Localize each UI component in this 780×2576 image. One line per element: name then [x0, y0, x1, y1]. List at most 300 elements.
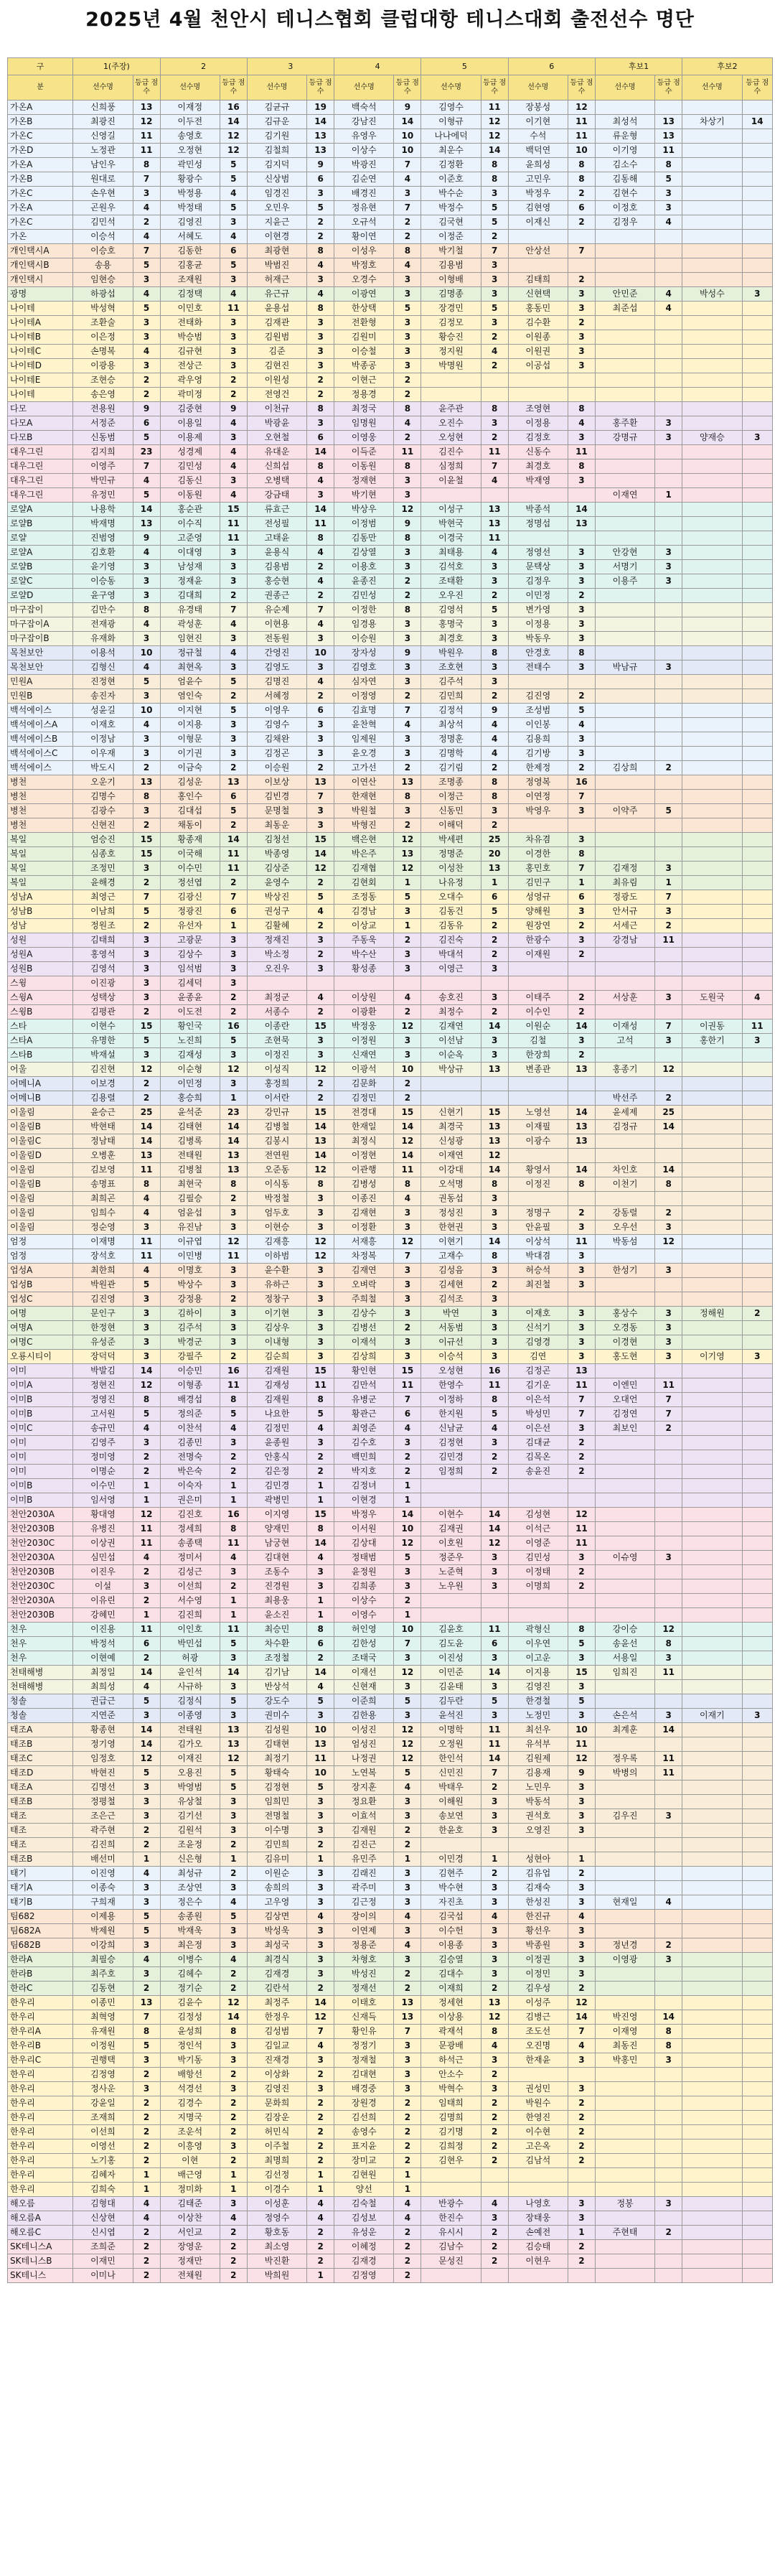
table-row [8, 1091, 773, 1106]
grade-score-cell: 2 [307, 948, 334, 962]
player-name-cell: 김진현 [73, 1063, 133, 1077]
grade-score-cell: 3 [307, 1321, 334, 1335]
player-name-cell: 고민우 [508, 172, 568, 187]
grade-score-cell: 5 [133, 2039, 160, 2053]
player-name-cell [595, 2096, 654, 2111]
grade-score-cell [742, 1924, 772, 1938]
player-name-cell: 이상화 [247, 2068, 306, 2082]
player-name-cell: 사규하 [160, 1680, 220, 1694]
table-row [8, 632, 773, 646]
player-name-cell [595, 689, 654, 704]
player-name-cell: 최혁영 [73, 2010, 133, 2025]
grade-score-cell: 2 [307, 230, 334, 244]
grade-score-cell: 3 [568, 359, 596, 373]
grade-score-cell: 10 [394, 1522, 421, 1536]
player-name-cell: 이형종 [160, 1378, 220, 1393]
player-name-cell: 오정현 [160, 144, 220, 158]
grade-score-cell: 3 [568, 1881, 596, 1895]
player-name-cell: 조영현 [508, 402, 568, 416]
player-name-cell [682, 302, 742, 316]
player-name-cell: 박종원 [508, 1938, 568, 1953]
player-name-cell: 김선희 [334, 2111, 394, 2125]
grade-score-cell: 3 [133, 747, 160, 761]
player-name-cell: 홍승현 [247, 574, 306, 589]
player-name-cell: 이인봉 [508, 718, 568, 732]
grade-score-cell [742, 933, 772, 948]
grade-score-cell: 3 [655, 905, 682, 919]
player-name-cell: 김봉시 [247, 1134, 306, 1149]
club-name-cell: 복일 [8, 833, 73, 847]
grade-score-cell [742, 1493, 772, 1508]
player-name-cell [595, 704, 654, 718]
player-name-cell: 전명숙 [160, 1450, 220, 1465]
player-name-cell: 이정태 [508, 1565, 568, 1579]
club-name-cell: 태조B [8, 1852, 73, 1867]
grade-score-cell: 7 [568, 1393, 596, 1407]
grade-score-cell: 13 [481, 517, 508, 531]
grade-score-cell [568, 962, 596, 976]
grade-score-cell: 3 [481, 416, 508, 431]
player-name-cell [421, 1091, 481, 1106]
grade-score-cell: 4 [481, 732, 508, 747]
grade-score-cell: 3 [133, 1895, 160, 1910]
player-name-cell [682, 1838, 742, 1852]
grade-score-cell: 4 [133, 345, 160, 359]
player-name-cell: 김명진 [247, 675, 306, 689]
grade-score-cell [742, 2183, 772, 2197]
grade-score-cell [742, 1522, 772, 1536]
player-name-cell: 박대석 [421, 948, 481, 962]
player-name-cell: 박남규 [595, 661, 654, 675]
player-name-cell: 김진수 [421, 445, 481, 459]
grade-score-cell: 3 [133, 1881, 160, 1895]
player-name-cell: 임현승 [73, 273, 133, 287]
grade-score-cell: 1 [307, 2183, 334, 2197]
player-name-cell [508, 258, 568, 273]
player-name-cell: 김영경 [508, 1335, 568, 1350]
grade-score-cell: 2 [655, 919, 682, 933]
grade-score-cell: 3 [220, 1680, 247, 1694]
grade-score-cell [655, 1694, 682, 1709]
player-name-cell: 정영복 [508, 775, 568, 790]
player-name-cell: 문성진 [421, 2254, 481, 2269]
grade-score-cell: 2 [394, 1824, 421, 1838]
player-name-cell: 이상교 [334, 919, 394, 933]
player-name-cell: 나나에덕 [421, 129, 481, 144]
grade-score-cell: 2 [481, 1867, 508, 1881]
player-name-cell: 강동렬 [595, 1206, 654, 1221]
grade-score-cell: 3 [568, 345, 596, 359]
player-name-cell: 오경동 [595, 1321, 654, 1335]
grade-score-cell: 3 [394, 1264, 421, 1278]
table-row [8, 991, 773, 1005]
player-name-cell: 김정곤 [508, 1364, 568, 1378]
player-name-cell: 이원종 [508, 330, 568, 345]
club-name-cell: 다모B [8, 431, 73, 445]
grade-score-cell: 2 [220, 373, 247, 388]
player-name-cell: 성현아 [508, 1852, 568, 1867]
player-name-cell: 김재성 [247, 1378, 306, 1393]
player-name-cell: 이대영 [160, 546, 220, 560]
club-name-cell: 이미 [8, 1465, 73, 1479]
grade-score-cell [655, 359, 682, 373]
grade-score-cell: 11 [133, 1536, 160, 1551]
player-name-cell: 장지훈 [334, 1781, 394, 1795]
player-name-cell: 이재신 [508, 215, 568, 230]
player-name-cell: 김성운 [160, 775, 220, 790]
grade-score-cell [568, 1594, 596, 1608]
header-score: 등급 점수 [655, 75, 682, 101]
grade-score-cell: 7 [307, 2025, 334, 2039]
club-name-cell: 이미A [8, 1378, 73, 1393]
grade-score-cell: 12 [568, 1996, 596, 2010]
table-row [8, 158, 773, 172]
player-name-cell: 전재광 [73, 617, 133, 632]
grade-score-cell: 2 [220, 991, 247, 1005]
player-name-cell: 정재선 [334, 1982, 394, 1996]
grade-score-cell: 13 [133, 1149, 160, 1163]
grade-score-cell: 3 [568, 1335, 596, 1350]
grade-score-cell: 3 [220, 933, 247, 948]
player-name-cell: 전태원 [160, 1149, 220, 1163]
player-name-cell: 이현 [160, 2154, 220, 2168]
grade-score-cell: 2 [220, 2111, 247, 2125]
grade-score-cell: 13 [655, 129, 682, 144]
grade-score-cell: 5 [481, 302, 508, 316]
grade-score-cell: 4 [655, 302, 682, 316]
grade-score-cell: 2 [133, 1982, 160, 1996]
player-name-cell: 장이의 [334, 1910, 394, 1924]
player-name-cell: 이성주 [508, 1996, 568, 2010]
table-row [8, 1163, 773, 1177]
grade-score-cell: 3 [394, 1924, 421, 1938]
player-name-cell: 안경호 [508, 646, 568, 661]
player-name-cell: 곽형신 [508, 1623, 568, 1637]
player-name-cell [682, 1192, 742, 1206]
grade-score-cell: 5 [220, 172, 247, 187]
grade-score-cell: 3 [307, 1335, 334, 1350]
grade-score-cell [655, 1565, 682, 1579]
grade-score-cell: 2 [133, 1091, 160, 1106]
grade-score-cell [655, 1737, 682, 1752]
player-name-cell: 이승호 [73, 244, 133, 258]
table-row [8, 1292, 773, 1307]
header-team-4: 4 [334, 58, 421, 75]
player-name-cell: 박정석 [73, 1637, 133, 1651]
grade-score-cell: 11 [220, 517, 247, 531]
table-row [8, 804, 773, 818]
player-name-cell: 전환형 [334, 316, 394, 330]
player-name-cell: 서동범 [421, 1321, 481, 1335]
player-name-cell: 이정근 [421, 790, 481, 804]
grade-score-cell: 5 [220, 1766, 247, 1781]
grade-score-cell [655, 1436, 682, 1450]
grade-score-cell [568, 675, 596, 689]
table-row [8, 948, 773, 962]
player-name-cell: 김영수 [247, 718, 306, 732]
grade-score-cell: 11 [220, 847, 247, 862]
player-name-cell [595, 1924, 654, 1938]
grade-score-cell: 3 [307, 1278, 334, 1292]
grade-score-cell: 3 [568, 560, 596, 574]
player-name-cell [682, 2168, 742, 2183]
club-name-cell: 여명C [8, 1335, 73, 1350]
player-name-cell: 김세덕 [160, 976, 220, 991]
grade-score-cell [742, 833, 772, 847]
player-name-cell [421, 1479, 481, 1493]
grade-score-cell: 3 [394, 1895, 421, 1910]
grade-score-cell: 4 [133, 718, 160, 732]
club-name-cell: 이울림 [8, 1221, 73, 1235]
grade-score-cell: 11 [220, 1623, 247, 1637]
player-name-cell: 이식동 [247, 1177, 306, 1192]
player-name-cell: 김동현 [73, 1982, 133, 1996]
grade-score-cell: 10 [568, 144, 596, 158]
player-name-cell: 최희성 [73, 1680, 133, 1694]
grade-score-cell: 12 [307, 1249, 334, 1264]
grade-score-cell: 2 [133, 215, 160, 230]
grade-score-cell: 3 [568, 1680, 596, 1694]
grade-score-cell: 2 [481, 2096, 508, 2111]
grade-score-cell: 15 [220, 503, 247, 517]
club-name-cell: 한우리 [8, 2168, 73, 2183]
player-name-cell: 김중현 [160, 402, 220, 416]
grade-score-cell: 4 [133, 1867, 160, 1881]
player-name-cell: 김병선 [334, 1321, 394, 1335]
player-name-cell: 이해원 [421, 1795, 481, 1809]
grade-score-cell: 4 [220, 187, 247, 201]
player-name-cell: 이준희 [334, 1694, 394, 1709]
player-name-cell: 박상진 [247, 890, 306, 905]
player-name-cell [595, 1881, 654, 1895]
player-name-cell: 임제원 [334, 732, 394, 747]
player-name-cell: 이보상 [247, 775, 306, 790]
grade-score-cell: 1 [220, 1594, 247, 1608]
player-name-cell: 홍영석 [73, 948, 133, 962]
grade-score-cell: 3 [568, 1953, 596, 1967]
grade-score-cell [742, 1637, 772, 1651]
table-row [8, 1192, 773, 1206]
grade-score-cell: 2 [481, 948, 508, 962]
grade-score-cell: 3 [220, 1077, 247, 1091]
grade-score-cell: 4 [220, 1953, 247, 1967]
grade-score-cell: 3 [133, 574, 160, 589]
player-name-cell: 김윤호 [421, 1623, 481, 1637]
table-row [8, 1536, 773, 1551]
grade-score-cell [742, 1996, 772, 2010]
grade-score-cell: 2 [133, 1651, 160, 1666]
grade-score-cell [742, 2154, 772, 2168]
player-name-cell: 김진근 [334, 1838, 394, 1852]
player-name-cell: 김재성 [160, 1048, 220, 1063]
grade-score-cell [742, 1852, 772, 1867]
grade-score-cell [655, 818, 682, 833]
grade-score-cell [742, 890, 772, 905]
grade-score-cell: 5 [481, 603, 508, 617]
grade-score-cell: 3 [481, 962, 508, 976]
grade-score-cell: 3 [133, 560, 160, 574]
grade-score-cell: 3 [307, 1221, 334, 1235]
grade-score-cell: 1 [220, 1091, 247, 1106]
player-name-cell: 김장운 [247, 2111, 306, 2125]
grade-score-cell: 13 [394, 1996, 421, 2010]
grade-score-cell: 13 [220, 1149, 247, 1163]
grade-score-cell: 2 [307, 215, 334, 230]
grade-score-cell: 3 [568, 1967, 596, 1982]
player-name-cell: 이종란 [247, 1019, 306, 1034]
grade-score-cell: 12 [220, 1235, 247, 1249]
player-name-cell: 유시시 [421, 2226, 481, 2240]
grade-score-cell: 2 [133, 2226, 160, 2240]
grade-score-cell: 8 [568, 172, 596, 187]
grade-score-cell: 4 [481, 345, 508, 359]
player-name-cell [682, 488, 742, 503]
grade-score-cell [655, 2269, 682, 2283]
player-name-cell: 김용범 [247, 560, 306, 574]
player-name-cell: 박종석 [508, 503, 568, 517]
grade-score-cell: 14 [481, 1019, 508, 1034]
table-row [8, 1737, 773, 1752]
player-name-cell: 김희정 [421, 2139, 481, 2154]
grade-score-cell [655, 1522, 682, 1536]
grade-score-cell: 3 [481, 2082, 508, 2096]
grade-score-cell [481, 1594, 508, 1608]
grade-score-cell: 6 [481, 1637, 508, 1651]
player-name-cell: 윤찬혁 [334, 718, 394, 732]
grade-score-cell: 2 [568, 919, 596, 933]
grade-score-cell [742, 2197, 772, 2211]
player-name-cell: 박재욱 [160, 1924, 220, 1938]
grade-score-cell [481, 1838, 508, 1852]
table-row [8, 373, 773, 388]
grade-score-cell: 1 [220, 2168, 247, 2183]
grade-score-cell [655, 531, 682, 546]
grade-score-cell: 8 [220, 1177, 247, 1192]
player-name-cell: 전용원 [73, 402, 133, 416]
club-name-cell: 천안2030A [8, 1551, 73, 1565]
grade-score-cell: 3 [307, 632, 334, 646]
grade-score-cell [655, 1292, 682, 1307]
grade-score-cell [568, 258, 596, 273]
player-name-cell: 나유정 [421, 876, 481, 890]
grade-score-cell: 2 [568, 1005, 596, 1019]
table-row [8, 1508, 773, 1522]
player-name-cell: 이재성 [595, 1019, 654, 1034]
table-row [8, 775, 773, 790]
grade-score-cell [742, 445, 772, 459]
grade-score-cell: 3 [394, 359, 421, 373]
player-name-cell: 박성욱 [247, 1924, 306, 1938]
grade-score-cell: 2 [133, 1450, 160, 1465]
player-name-cell: 박원철 [334, 804, 394, 818]
player-name-cell: 박대겸 [508, 1249, 568, 1264]
club-name-cell: 민원B [8, 689, 73, 704]
grade-score-cell: 5 [220, 158, 247, 172]
player-name-cell: 이서원 [334, 1522, 394, 1536]
player-name-cell: 엄윤섭 [160, 1206, 220, 1221]
grade-score-cell: 14 [307, 847, 334, 862]
player-name-cell [508, 1192, 568, 1206]
grade-score-cell [655, 388, 682, 402]
grade-score-cell [742, 1264, 772, 1278]
grade-score-cell: 2 [394, 2096, 421, 2111]
player-name-cell [595, 2240, 654, 2254]
club-name-cell: 이울림B [8, 1120, 73, 1134]
grade-score-cell: 2 [220, 2226, 247, 2240]
table-row [8, 402, 773, 416]
player-name-cell: 이강희 [73, 1938, 133, 1953]
grade-score-cell: 5 [307, 1781, 334, 1795]
player-name-cell [682, 1637, 742, 1651]
player-name-cell: 진재경 [247, 2053, 306, 2068]
player-name-cell: 양선 [334, 2183, 394, 2197]
player-name-cell: 김성보 [334, 2211, 394, 2226]
player-name-cell: 김한성 [334, 1637, 394, 1651]
grade-score-cell: 3 [655, 991, 682, 1005]
player-name-cell: 황성종 [334, 962, 394, 976]
grade-score-cell: 8 [655, 158, 682, 172]
player-name-cell: 이재정 [160, 101, 220, 115]
club-name-cell: 한우리 [8, 2125, 73, 2139]
player-name-cell: 김윤태 [421, 1680, 481, 1694]
player-name-cell: 이수헌 [421, 1924, 481, 1938]
player-name-cell: 이정준 [421, 230, 481, 244]
player-name-cell: 김재경 [247, 1967, 306, 1982]
player-name-cell [595, 445, 654, 459]
player-name-cell: 이용일 [160, 416, 220, 431]
player-name-cell [595, 1536, 654, 1551]
grade-score-cell [568, 388, 596, 402]
grade-score-cell: 4 [481, 474, 508, 488]
grade-score-cell: 5 [655, 172, 682, 187]
player-name-cell [595, 1522, 654, 1536]
player-name-cell: 김정영 [73, 2068, 133, 2082]
table-row [8, 1278, 773, 1292]
grade-score-cell [742, 2139, 772, 2154]
table-row [8, 1982, 773, 1996]
player-name-cell [595, 646, 654, 661]
grade-score-cell [742, 230, 772, 244]
grade-score-cell [742, 488, 772, 503]
player-name-cell: 이규선 [421, 1335, 481, 1350]
grade-score-cell: 8 [394, 459, 421, 474]
grade-score-cell: 2 [133, 919, 160, 933]
player-name-cell [682, 158, 742, 172]
player-name-cell: 엄승진 [73, 833, 133, 847]
grade-score-cell: 3 [394, 1881, 421, 1895]
club-name-cell: 해오름C [8, 2226, 73, 2240]
player-name-cell: 곽병민 [247, 1493, 306, 1508]
grade-score-cell: 2 [307, 1077, 334, 1091]
grade-score-cell [742, 1335, 772, 1350]
grade-score-cell: 2 [307, 919, 334, 933]
grade-score-cell [568, 1479, 596, 1493]
player-name-cell: 김영석 [421, 603, 481, 617]
grade-score-cell: 3 [220, 560, 247, 574]
grade-score-cell: 3 [568, 2197, 596, 2211]
player-name-cell: 유상철 [160, 1795, 220, 1809]
grade-score-cell: 8 [481, 1393, 508, 1407]
player-name-cell [682, 230, 742, 244]
player-name-cell: 오용진 [160, 1766, 220, 1781]
club-name-cell: 한우리B [8, 2039, 73, 2053]
player-name-cell: 배항선 [160, 2068, 220, 2082]
grade-score-cell: 10 [133, 704, 160, 718]
grade-score-cell: 3 [220, 215, 247, 230]
grade-score-cell: 3 [394, 1436, 421, 1450]
grade-score-cell: 1 [307, 1608, 334, 1623]
grade-score-cell [742, 2240, 772, 2254]
